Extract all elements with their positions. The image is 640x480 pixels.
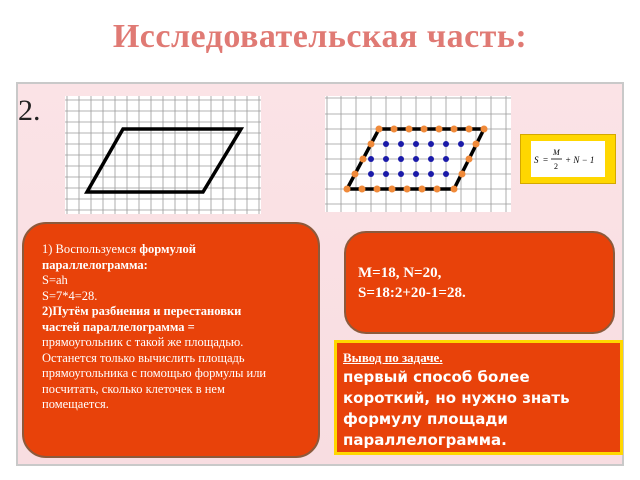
parallelogram-shape <box>87 129 241 192</box>
grid-parallelogram-figure <box>65 96 261 214</box>
method-line-5: 2)Путём разбиения и перестановки <box>42 304 242 318</box>
method-line-4: S=7*4=28. <box>42 288 98 303</box>
formula-equals: = <box>543 155 549 165</box>
method-line-3: S=ah <box>42 273 68 287</box>
pick-formula-image <box>520 134 616 184</box>
slide-number: 2. <box>18 94 41 127</box>
grid-nodes-svg <box>325 96 511 212</box>
method-line-6: частей параллелограмма = <box>42 319 195 334</box>
method-line-11: помещается. <box>42 397 109 411</box>
pick-line-1: M=18, N=20, <box>358 265 442 281</box>
method-line-1: 1) Воспользуемся формулой <box>42 242 196 256</box>
pick-formula-frame <box>531 141 605 177</box>
method-line-2: параллелограмма: <box>42 257 148 272</box>
conclusion-box <box>334 340 623 455</box>
conclusion-line-1: первый способ более <box>343 368 530 386</box>
conclusion-line-3: формулу площади <box>343 410 508 428</box>
method-line-9: прямоугольника с помощью формулы или <box>42 366 267 380</box>
formula-denominator: 2 <box>554 162 558 171</box>
conclusion-heading: Вывод по задаче. <box>343 350 443 365</box>
method-line-8: Останется только вычислить площадь <box>42 350 245 365</box>
pick-formula-svg <box>531 141 605 177</box>
slide-title: Исследовательская часть: <box>112 18 528 55</box>
formula-s: S <box>534 155 539 165</box>
method-explanation-box <box>22 222 320 458</box>
formula-numerator: M <box>553 148 560 157</box>
grid-nodes-figure <box>325 96 511 212</box>
method-line-7: прямоугольник с такой же площадью. <box>42 335 244 349</box>
pick-calculation-box <box>344 231 615 334</box>
formula-rest: + N − 1 <box>565 155 595 165</box>
pick-line-2: S=18:2+20-1=28. <box>358 285 466 301</box>
grid-parallelogram-svg <box>65 96 261 214</box>
conclusion-line-4: параллелограмма. <box>343 431 507 449</box>
method-line-10: посчитать, сколько клеточек в нем <box>42 381 225 396</box>
conclusion-line-2: короткий, но нужно знать <box>343 389 570 407</box>
